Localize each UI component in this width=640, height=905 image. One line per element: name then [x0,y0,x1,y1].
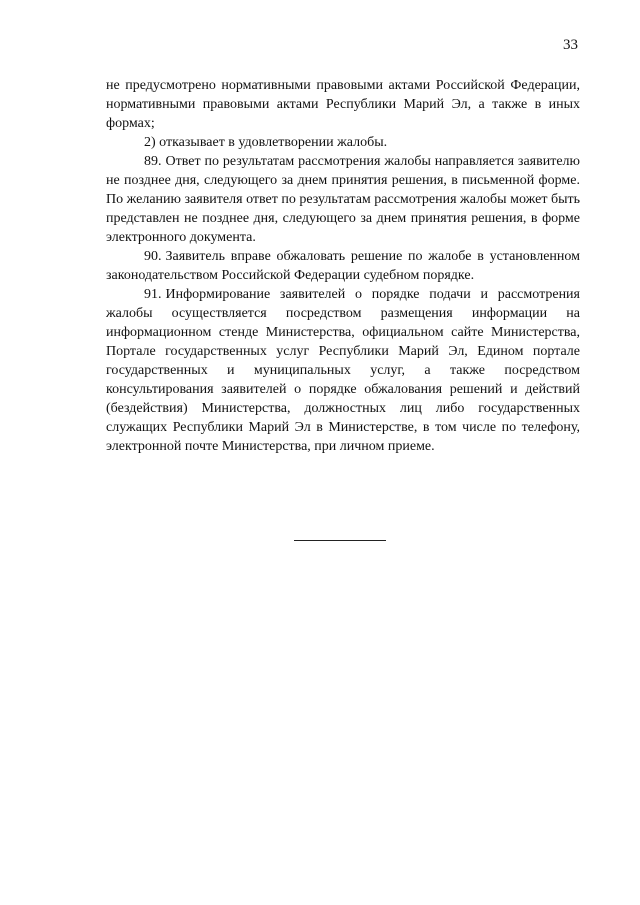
paragraph-number: 89. [144,154,162,169]
paragraph-text: 2) отказывает в удовлетворении жалобы. [144,135,388,150]
paragraph-item-2 [106,133,580,152]
paragraph-89 [106,152,580,247]
paragraph-90 [106,247,580,285]
paragraph-text: не предусмотрено нормативными правовыми актами Российской Федерации, нормативными правовыми актами Республики Марий Эл, а также в иных формах; [106,78,580,131]
end-of-document-rule [294,540,386,541]
paragraph-continuation [106,76,580,133]
paragraph-number: 90. [144,249,162,264]
paragraph-text: Ответ по результатам рассмотрения жалобы направляется заявителю не позднее дня, следующего за днем принятия решения, в письменной форме. По желанию заявителя ответ по результатам рассмотрения жалобы может быть представлен не позднее дня, следующего за днем принятия решения, в форме электронного документа. [106,154,580,245]
paragraph-number: 91. [144,287,162,302]
paragraph-91 [106,285,580,456]
page-number: 33 [563,37,578,53]
paragraph-text: Информирование заявителей о порядке подачи и рассмотрения жалобы осуществляется посредством размещения информации на информационном стенде Министерства, официальном сайте Министерства, Портале государственных услуг Республики Марий Эл, Едином портале государственных и муниципальных услуг, а также посредством консультирования заявителей о порядке обжалования решений и действий (бездействия) Министерства, должностных лиц либо государственных служащих Республики Марий Эл в Министерстве, в том числе по телефону, электронной почте Министерства, при личном приеме. [106,287,580,454]
paragraph-text: Заявитель вправе обжаловать решение по жалобе в установленном законодательством Российской Федерации судебном порядке. [106,249,580,283]
document-body [106,76,580,456]
